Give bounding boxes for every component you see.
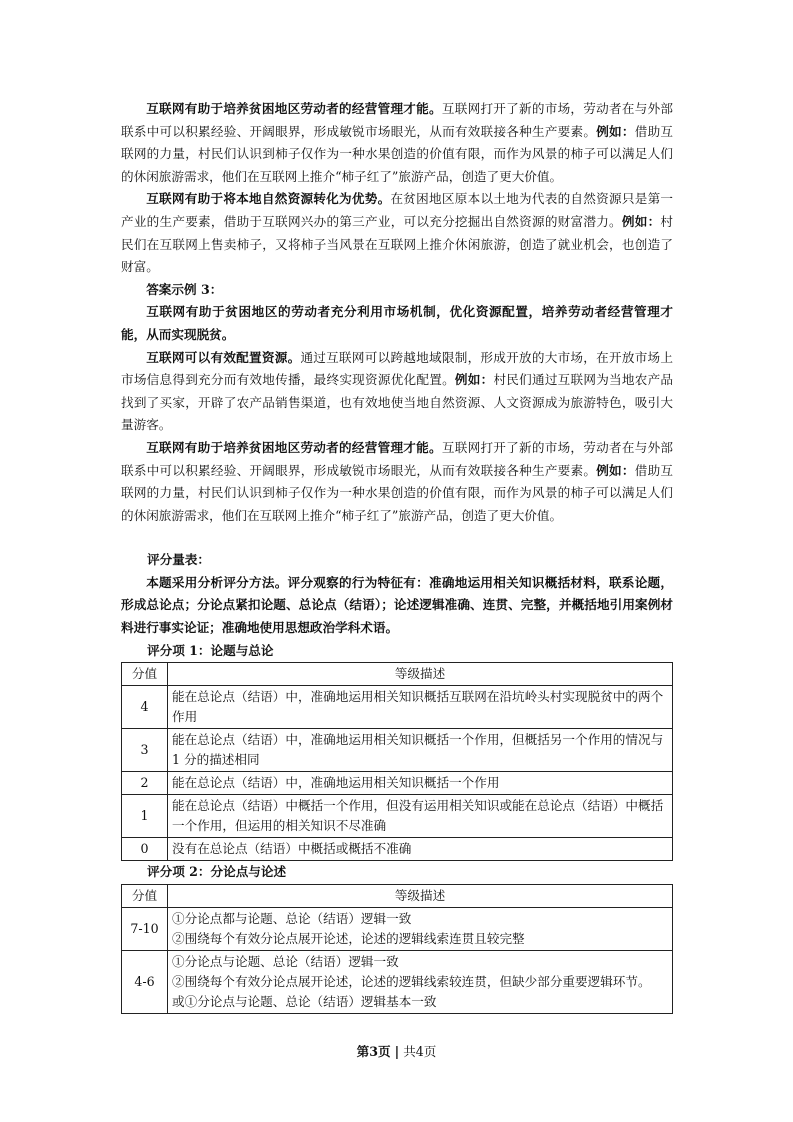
header-score: 分值: [122, 663, 168, 686]
rubric-intro: 本题采用分析评分方法。评分观察的行为特征有：准确地运用相关知识概括材料，联系论题，形成总论点；分论点紧扣论题、总论点（结语）；论述逻辑准确、连贯、完整，并概括地引用案例材料进行事实论证；准确地使用思想政治学科术语。: [121, 574, 673, 636]
page-total: 共4页: [403, 1044, 437, 1059]
rubric-item1-label: 评分项 1：论题与总论: [147, 642, 274, 658]
desc-cell: 能在总论点（结语）中概括一个作用，但没有运用相关知识或能在总论点（结语）中概括一个作用，但运用的相关知识不尽准确: [168, 795, 673, 838]
table-row: [122, 907, 673, 950]
desc-cell: [168, 950, 673, 1013]
table-row: [122, 686, 673, 729]
table-header-row: [122, 884, 673, 907]
paragraph-text: 互联网打开了新的市场，劳动者在与外部联系中可以积累经验、开阔眼界，形成敏锐市场眼光，从而有效联接各种生产要素。: [121, 101, 674, 139]
desc-cell: 没有在总论点（结语）中概括或概括不准确: [168, 838, 673, 861]
rubric-table-2: [121, 884, 673, 1014]
score-cell: 4-6: [122, 950, 168, 1013]
paragraph-text: 在贫困地区原本以土地为代表的自然资源只是第一产业的生产要素，借助于互联网兴办的第三产业，可以充分挖掘出自然资源的财富潜力。: [121, 191, 674, 229]
paragraph: [121, 437, 673, 527]
example3-thesis: 互联网有助于贫困地区的劳动者充分利用市场机制，优化资源配置，培养劳动者经营管理才能，从而实现脱贫。: [121, 304, 673, 342]
example3-label: 答案示例 3：: [146, 281, 223, 297]
header-score: 分值: [122, 884, 168, 907]
score-cell: 7-10: [122, 907, 168, 950]
desc-cell: 能在总论点（结语）中，准确地运用相关知识概括互联网在沿坑岭头村实现脱贫中的两个作用: [168, 686, 673, 729]
paragraph: [121, 347, 673, 437]
desc-line: ②围绕每个有效分论点展开论述，论述的逻辑线索连贯且较完整: [172, 930, 525, 946]
desc-line: ②围绕每个有效分论点展开论述，论述的逻辑线索较连贯，但缺少部分重要逻辑环节。: [172, 973, 651, 989]
table-row: [122, 772, 673, 795]
paragraph: [121, 188, 673, 278]
desc-cell: [168, 907, 673, 950]
example-text: 村民们通过互联网为当地农产品找到了买家，开辟了农产品销售渠道，也有效地使当地自然资源、人文资源成为旅游特色，吸引大量游客。: [121, 372, 674, 433]
rubric-item2-label: 评分项 2：分论点与论述: [147, 864, 287, 880]
score-cell: 4: [122, 686, 168, 729]
desc-cell: 能在总论点（结语）中，准确地运用相关知识概括一个作用，但概括另一个作用的情况与 1 分的描述相同: [168, 729, 673, 772]
table-row: [122, 795, 673, 838]
example-label: 例如：: [454, 372, 494, 388]
paragraph-heading: 互联网有助于培养贫困地区劳动者的经营管理才能。: [146, 439, 442, 455]
paragraph-text: 互联网打开了新的市场，劳动者在与外部联系中可以积累经验、开阔眼界，形成敏锐市场眼光，从而有效联接各种生产要素。: [121, 439, 674, 478]
rubric-title: 评分量表：: [147, 552, 210, 568]
header-desc: 等级描述: [168, 663, 673, 686]
paragraph-heading: 互联网可以有效配置资源。: [146, 349, 301, 365]
paragraph-heading: 互联网有助于培养贫困地区劳动者的经营管理才能。: [146, 101, 442, 116]
desc-line: 或①分论点与论题、总论（结语）逻辑基本一致: [172, 993, 437, 1009]
score-cell: 2: [122, 772, 168, 795]
example-text: 借助互联网的力量，村民们认识到柿子仅作为一种水果创造的价值有限，而作为风景的柿子可以满足人们的休闲旅游需求，他们在互联网上推介“柿子红了”旅游产品，创造了更大价值。: [121, 462, 674, 523]
header-desc: 等级描述: [168, 884, 673, 907]
paragraph: [121, 98, 673, 188]
score-cell: 1: [122, 795, 168, 838]
table-row: [122, 838, 673, 861]
table-header-row: [122, 663, 673, 686]
desc-line: ①分论点与论题、总论（结语）逻辑一致: [172, 953, 399, 969]
page-footer: [0, 1041, 793, 1060]
page-content: [121, 98, 673, 1014]
score-cell: 0: [122, 838, 168, 861]
paragraph-heading: 互联网有助于将本地自然资源转化为优势。: [146, 191, 391, 207]
example-label: 例如：: [596, 123, 635, 139]
table-row: [122, 729, 673, 772]
page-number: 第3页: [356, 1044, 391, 1059]
example-text: 村民们在互联网上售卖柿子，又将柿子当风景在互联网上推介休闲旅游，创造了就业机会，也创造了财富。: [121, 213, 674, 275]
example-label: 例如：: [596, 462, 635, 478]
desc-cell: 能在总论点（结语）中，准确地运用相关知识概括一个作用: [168, 772, 673, 795]
paragraph-text: 通过互联网可以跨越地域限制，形成开放的大市场，在开放市场上市场信息得到充分而有效地传播，最终实现资源优化配置。: [121, 349, 673, 388]
example-label: 例如：: [621, 213, 661, 229]
score-cell: 3: [122, 729, 168, 772]
rubric-table-1: [121, 662, 673, 861]
footer-separator: |: [394, 1044, 400, 1059]
table-row: [122, 950, 673, 1013]
example-text: 借助互联网的力量，村民们认识到柿子仅作为一种水果创造的价值有限，而作为风景的柿子可以满足人们的休闲旅游需求，他们在互联网上推介“柿子红了”旅游产品，创造了更大价值。: [121, 123, 674, 184]
desc-line: ①分论点都与论题、总论（结语）逻辑一致: [172, 910, 412, 926]
